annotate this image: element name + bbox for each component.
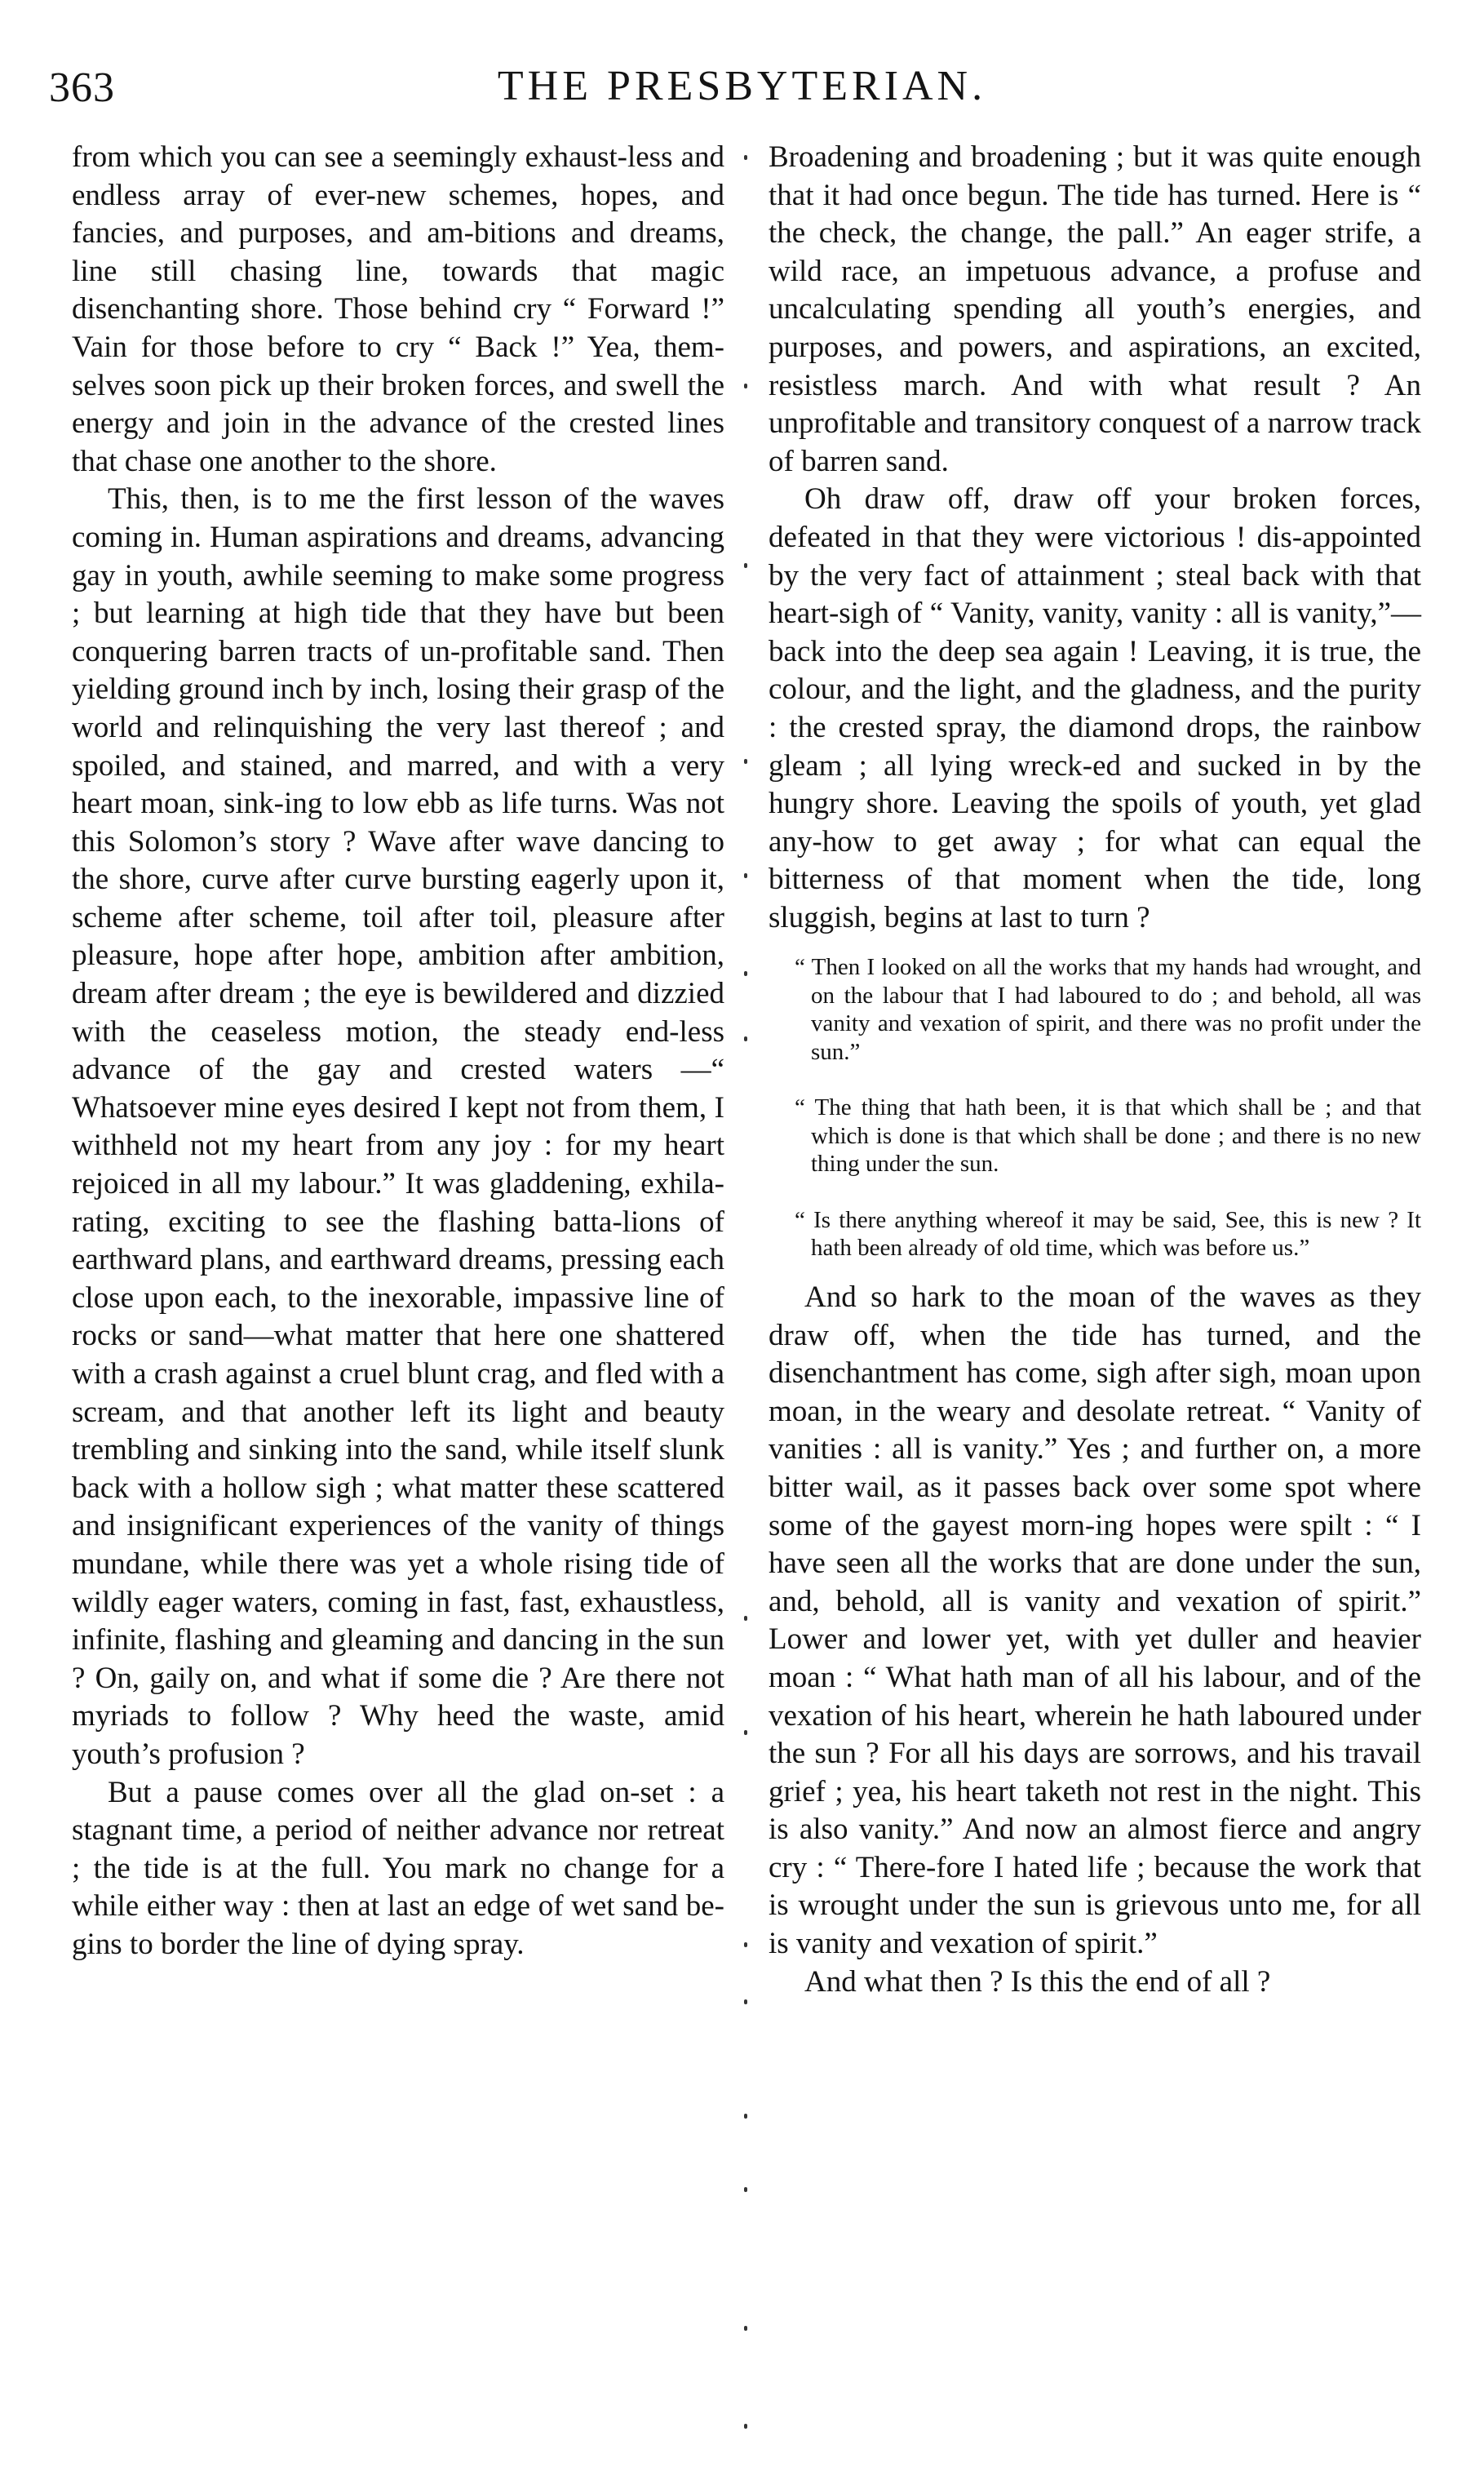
left-column xyxy=(72,139,724,1964)
gutter-dot xyxy=(744,1942,747,1947)
right-paragraph-3: And so hark to the moan of the waves as they draw off, when the tide has turned, and the disenchantment has come, sigh after sigh, moan upon moan, in the weary and desolate retreat. “ Vanity of vanities : all is vanity.” Yes ; and further on, a more bitter wail, as it passes back over some spot where some of the gayest morn-ing hopes were spilt : “ I have seen all the works that are done under the sun, and, behold, all is vanity and vexation of spirit.” Lower and lower yet, with yet duller and heavier moan : “ What hath man of all his labour, and of the vexation of his heart, wherein he hath laboured under the sun ? For all his days are sorrows, and his travail grief ; yea, his heart taketh not rest in the night. This is also vanity.” And now an almost fierce and angry cry : “ There-fore I hated life ; because the work that is wrought under the sun is grievous unto me, for all is vanity and vexation of spirit.” xyxy=(769,1280,1421,1961)
gutter-dot xyxy=(744,1999,747,2004)
right-column xyxy=(769,139,1421,2001)
gutter-dot xyxy=(744,971,747,976)
running-head xyxy=(0,0,1484,122)
right-paragraph-1: Broadening and broadening ; but it was quite enough that it had once begun. The tide has turned. Here is “ the check, the change, the pall.” An eager strife, a wild race, an impetuous advance, a profuse and uncalculating spending all youth’s energies, and purposes, and powers, and aspirations, an excited, resistless march. And with what result ? An unprofitable and transitory conquest of a narrow track of barren sand. xyxy=(769,140,1421,478)
right-paragraph-2: Oh draw off, draw off your broken forces, defeated in that they were victorious ! dis-appointed by the very fact of attainment ; steal back with that heart-sigh of “ Vanity, vanity, vanity : all is vanity,”—back into the deep sea again ! Leaving, it is true, the colour, and the light, and the gladness, and the purity : the crested spray, the diamond drops, the rainbow gleam ; all lying wreck-ed and sucked in by the hungry shore. Leaving the spoils of youth, yet glad any-how to get away ; for what can equal the bitterness of that moment when the tide, long sluggish, begins at last to turn ? xyxy=(769,482,1421,934)
gutter-dot xyxy=(744,563,747,568)
scripture-quote-1: “ Then I looked on all the works that my hands had wrought, and on the labour that I had laboured to do ; and behold, all was vanity and vexation of spirit, and there was no profit under the sun.” xyxy=(795,954,1421,1065)
page-number: 363 xyxy=(49,64,115,111)
left-paragraph-1: from which you can see a seemingly exhaust-less and endless array of ever-new schemes, hopes, and fancies, and purposes, and am-bitions and dreams, line still chasing line, towards that magic disenchanting shore. Those behind cry “ Forward !” Vain for those before to cry “ Back !” Yea, them-selves soon pick up their broken forces, and swell the energy and join in the advance of the crested lines that chase one another to the shore. xyxy=(72,140,724,478)
gutter-dot xyxy=(744,1730,747,1735)
column-gutter-rule xyxy=(741,139,752,2473)
journal-title: THE PRESBYTERIAN. xyxy=(497,63,987,109)
gutter-dot xyxy=(744,2114,747,2119)
gutter-dot xyxy=(744,2326,747,2331)
gutter-dot xyxy=(744,155,747,160)
scripture-quote-2: “ The thing that hath been, it is that which shall be ; and that which is done is that which shall be done ; and there is no new thing under the sun. xyxy=(795,1094,1421,1178)
right-paragraph-4: And what then ? Is this the end of all ? xyxy=(804,1964,1271,1999)
gutter-dot xyxy=(744,1616,747,1621)
gutter-dot xyxy=(744,759,747,764)
gutter-dot xyxy=(744,2424,747,2429)
gutter-dot xyxy=(744,1036,747,1041)
left-paragraph-3: But a pause comes over all the glad on-set : a stagnant time, a period of neither advance nor retreat ; the tide is at the full. You mark no change for a while either way : then at last an edge of wet sand be-gins to border the line of dying spray. xyxy=(72,1775,724,1961)
left-paragraph-2: This, then, is to me the first lesson of the waves coming in. Human aspirations and dreams, advancing gay in youth, awhile seeming to make some progress ; but learning at high tide that they have but been conquering barren tracts of un-profitable sand. Then yielding ground inch by inch, losing their grasp of the world and relinquishing the very last thereof ; and spoiled, and stained, and marred, and with a very heart moan, sink-ing to low ebb as life turns. Was not this Solomon’s story ? Wave after wave dancing to the shore, curve after curve bursting eagerly upon it, scheme after scheme, toil after toil, pleasure after pleasure, hope after hope, ambition after ambition, dream after dream ; the eye is bewildered and dizzied with the ceaseless motion, the steady end-less advance of the gay and crested waters —“ Whatsoever mine eyes desired I kept not from them, I withheld not my heart from any joy : for my heart rejoiced in all my labour.” It was gladdening, exhila-rating, exciting to see the flashing batta-lions of earthward plans, and earthward dreams, pressing each close upon each, to the inexorable, impassive line of rocks or sand—what matter that here one shattered with a crash against a cruel blunt crag, and fled with a scream, and that another left its light and beauty trembling and sinking into the sand, while itself slunk back with a hollow sigh ; what matter these scattered and insignificant experiences of the vanity of things mundane, while there was yet a whole rising tide of wildly eager waters, coming in fast, fast, exhaustless, infinite, flashing and gleaming and dancing in the sun ? On, gaily on, and what if some die ? Are there not myriads to follow ? Why heed the waste, amid youth’s profusion ? xyxy=(72,482,724,1771)
scripture-quote-3: “ Is there anything whereof it may be said, See, this is new ? It hath been already of old time, which was before us.” xyxy=(795,1206,1421,1262)
gutter-dot xyxy=(744,384,747,388)
gutter-dot xyxy=(744,873,747,878)
gutter-dot xyxy=(744,2187,747,2192)
